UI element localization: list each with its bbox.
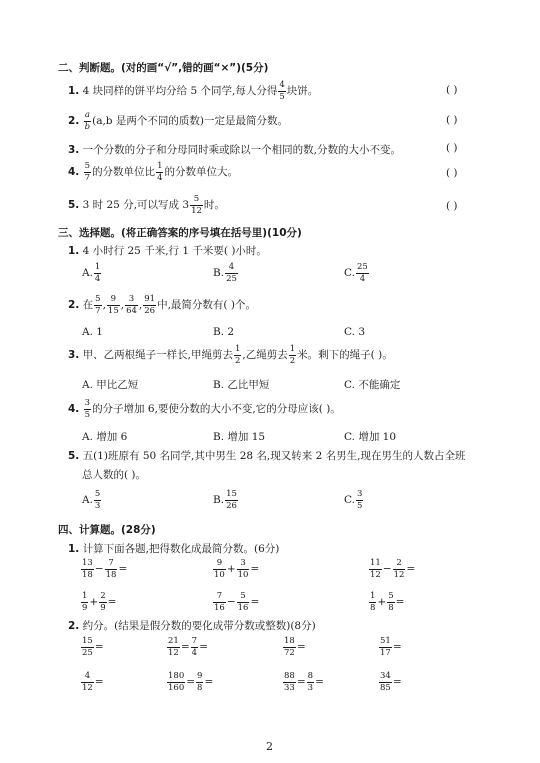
option-c[interactable]: C. 不能确定 xyxy=(344,379,401,391)
question-number: 2. xyxy=(68,620,80,632)
fraction: $\frac{a}{b}$ xyxy=(84,110,91,132)
option-c[interactable]: C. $\frac{25}{4}$ xyxy=(344,262,368,284)
option-c[interactable]: C. 增加 10 xyxy=(344,431,397,443)
fraction: $\frac{1}{2}$ xyxy=(289,344,296,366)
answer-paren[interactable]: ( ) xyxy=(446,167,458,179)
judge-item-5 xyxy=(68,195,225,215)
choice-question-3: 3. 甲、乙两根绳子一样长,甲绳剪去 $\frac{1}{2}$ ,乙绳剪去 $\frac{1}{2}$ 米。剩下的绳子( )。 xyxy=(68,344,393,366)
fraction: $\frac{4}{25}$ xyxy=(226,262,237,284)
question-number: 1. xyxy=(68,543,80,555)
calc-expr: $\frac{9}{10}$ + $\frac{3}{10}$ = xyxy=(214,558,260,580)
question-number: 3. xyxy=(68,144,80,156)
question-number: 2. xyxy=(68,299,80,311)
section-calc-title: 四、计算题。(28分) xyxy=(58,524,156,536)
question-number: 2. xyxy=(68,115,80,127)
calc-expr: $\frac{7}{16}$ − $\frac{5}{16}$ = xyxy=(214,591,260,613)
calc-question-1: 1. 计算下面各题,把得数化成最简分数。(6分) xyxy=(68,543,280,555)
answer-paren[interactable]: ( ) xyxy=(446,84,458,96)
question-text: 一个分数的分子和分母同时乘或除以一个相同的数,分数的大小不变。 xyxy=(82,144,401,156)
question-number: 4. xyxy=(68,166,80,178)
reduce-expr: $\frac{18}{72}$ = xyxy=(284,636,306,658)
question-number: 3. xyxy=(68,349,80,361)
option-b[interactable]: B. 增加 15 xyxy=(213,431,266,443)
question-text: 时。 xyxy=(203,199,225,211)
option-b[interactable]: B. 2 xyxy=(213,326,235,338)
reduce-expr: $\frac{34}{85}$ = xyxy=(380,671,402,693)
fraction: $\frac{1}{4}$ xyxy=(94,262,101,284)
option-b[interactable]: B. $\frac{4}{25}$ xyxy=(213,262,237,284)
reduce-expr: $\frac{21}{12}$ = $\frac{7}{4}$ = xyxy=(168,636,208,658)
question-text: 的分数单位大。 xyxy=(164,166,238,178)
question-text: 3 时 25 分,可以写成 3 xyxy=(82,199,190,211)
fraction: $\frac{1}{4}$ xyxy=(157,161,163,183)
option-a[interactable]: A. 增加 6 xyxy=(82,431,128,443)
question-text: 4 块同样的饼平均分给 5 个同学,每人分得 xyxy=(82,85,278,97)
fraction: $\frac{9}{15}$ xyxy=(107,294,119,316)
option-a[interactable]: A. $\frac{5}{3}$ xyxy=(82,489,101,511)
question-text: 4 小时行 25 千米,行 1 千米要( )小时。 xyxy=(82,245,267,257)
reduce-expr: $\frac{180}{160}$ = $\frac{9}{8}$ = xyxy=(168,671,214,693)
reduce-expr: $\frac{88}{33}$ = $\frac{8}{3}$ = xyxy=(284,671,324,693)
judge-item-1 xyxy=(68,81,318,101)
judge-item-4 xyxy=(68,162,238,182)
fraction: $\frac{5}{3}$ xyxy=(94,489,101,511)
fraction: $\frac{91}{26}$ xyxy=(144,294,156,316)
choice-question-4: 4. $\frac{3}{5}$ 的分子增加 6,要使分数的大小不变,它的分母应该( )。 xyxy=(68,398,341,420)
option-c[interactable]: C. 3 xyxy=(344,326,366,338)
question-text-line-2: 总人数的( )。 xyxy=(82,469,147,481)
fraction: $\frac{3}{64}$ xyxy=(126,294,137,316)
question-text: 块饼。 xyxy=(286,85,319,97)
calc-question-2: 2. 约分。(结果是假分数的要化成带分数或整数)(8分) xyxy=(68,620,316,632)
judge-item-3 xyxy=(68,142,401,157)
fraction: $\frac{5}{7}$ xyxy=(95,294,101,316)
choice-question-1 xyxy=(68,243,267,258)
fraction: $\frac{1}{2}$ xyxy=(234,344,241,366)
judge-item-2 xyxy=(68,111,288,131)
option-a[interactable]: A. $\frac{1}{4}$ xyxy=(82,262,101,284)
fraction: $\frac{4}{5}$ xyxy=(279,80,285,102)
option-b[interactable]: B. $\frac{15}{26}$ xyxy=(213,489,237,511)
question-text: (a,b 是两个不同的质数)一定是最简分数。 xyxy=(92,115,288,127)
option-a[interactable]: A. 甲比乙短 xyxy=(82,379,139,391)
page-number: 2 xyxy=(266,740,273,753)
fraction: $\frac{5}{12}$ xyxy=(191,194,202,216)
question-number: 1. xyxy=(68,245,80,257)
option-c[interactable]: C. $\frac{3}{5}$ xyxy=(344,489,363,511)
choice-question-2: 2. 在 $\frac{5}{7}$ , $\frac{9}{15}$ , $\frac{3}{64}$ , $\frac{91}{26}$ 中,最简分数有( )个。 xyxy=(68,294,256,316)
fraction: $\frac{3}{5}$ xyxy=(84,398,91,420)
question-number: 5. xyxy=(68,199,80,211)
question-text: 的分数单位比 xyxy=(92,166,156,178)
fraction: $\frac{25}{4}$ xyxy=(357,262,368,284)
fraction: $\frac{15}{26}$ xyxy=(226,489,237,511)
fraction: $\frac{3}{5}$ xyxy=(357,489,363,511)
calc-expr: $\frac{1}{8}$ + $\frac{5}{8}$ = xyxy=(370,591,405,613)
reduce-expr: $\frac{51}{17}$ = xyxy=(380,636,402,658)
question-number: 5. xyxy=(68,450,80,462)
calc-expr: $\frac{11}{12}$ − $\frac{2}{12}$ = xyxy=(370,558,416,580)
reduce-expr: $\frac{4}{12}$ = xyxy=(82,671,104,693)
section-judge-title: 二、判断题。(对的画“√”,错的画“×”)(5分) xyxy=(58,62,269,74)
option-a[interactable]: A. 1 xyxy=(82,326,103,338)
fraction: $\frac{5}{7}$ xyxy=(84,161,91,183)
calc-expr: $\frac{13}{18}$ − $\frac{7}{18}$ = xyxy=(82,558,128,580)
question-number: 1. xyxy=(68,85,80,97)
section-choice-title: 三、选择题。(将正确答案的序号填在括号里)(10分) xyxy=(58,227,302,239)
choice-question-5: 5. 五(1)班原有 50 名同学,其中男生 28 名,现又转来 2 名男生,现在男生的人数占全班 xyxy=(68,450,466,462)
calc-expr: $\frac{1}{9}$ + $\frac{2}{9}$ = xyxy=(82,591,117,613)
answer-paren[interactable]: ( ) xyxy=(446,114,458,126)
option-b[interactable]: B. 乙比甲短 xyxy=(213,379,270,391)
reduce-expr: $\frac{15}{25}$ = xyxy=(82,636,104,658)
answer-paren[interactable]: ( ) xyxy=(446,142,458,154)
question-number: 4. xyxy=(68,403,80,415)
answer-paren[interactable]: ( ) xyxy=(446,200,458,212)
